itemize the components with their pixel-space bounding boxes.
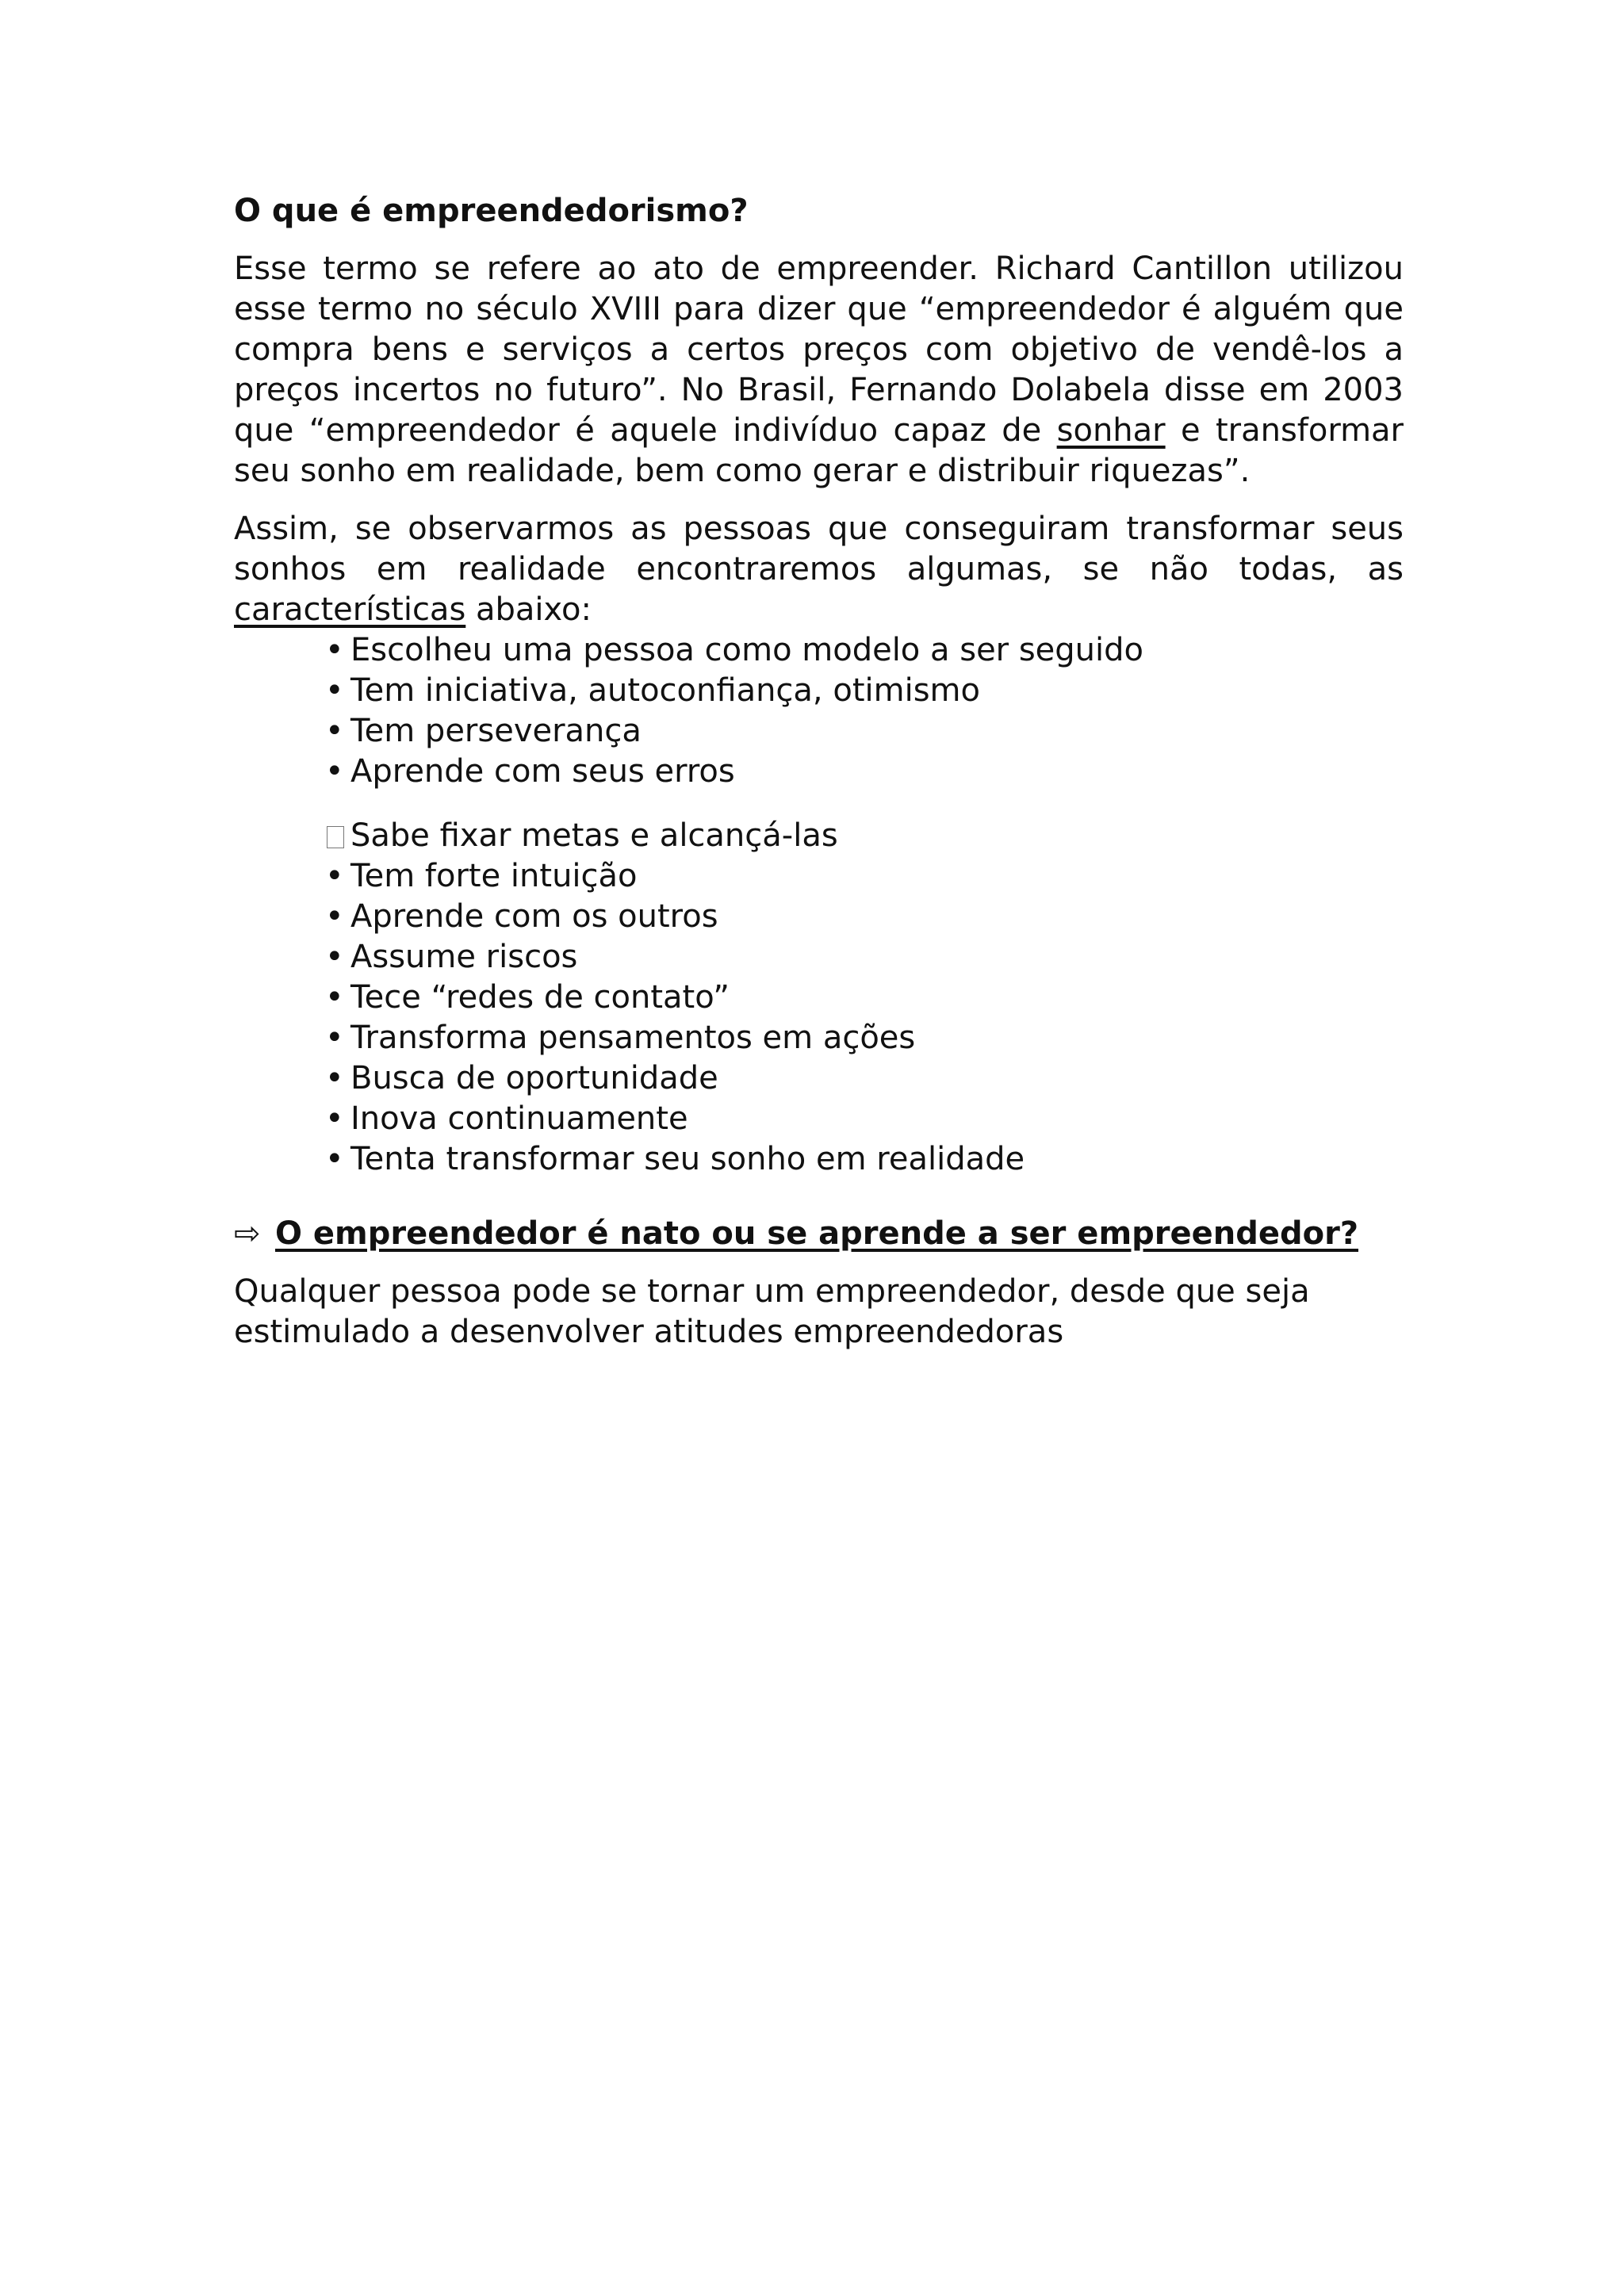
bullet-icon: •: [325, 753, 344, 790]
list-item-text: Aprende com os outros: [350, 898, 718, 935]
list-item: [325, 1139, 1404, 1180]
characteristics-list-b: [234, 816, 1404, 1180]
characteristics-text-end: abaixo:: [465, 591, 592, 628]
list-item-text: Tece “redes de contato”: [350, 979, 730, 1016]
list-item: [325, 630, 1404, 671]
bullet-icon: •: [325, 1141, 344, 1177]
list-item-text: Aprende com seus erros: [350, 753, 735, 790]
bullet-icon: •: [325, 1100, 344, 1137]
bullet-icon: •: [325, 1020, 344, 1056]
bullet-icon: •: [325, 672, 344, 709]
intro-text: Esse termo se refere ao ato de empreender. Richard Cantillon utilizou esse termo no século XVIII para dizer que “empreendedor é alguém que compra bens e serviços a certos preços com objetivo de vendê-los a preços incertos no futuro”. No Brasil, Fernando Dolabela disse em 2003 que “empreendedor é aquele indivíduo capaz de: [234, 251, 1404, 449]
list-item: [325, 816, 1404, 856]
list-item-text: Tem perseverança: [350, 713, 642, 749]
section-heading-text: O empreendedor é nato ou se aprende a ser empreendedor?: [275, 1215, 1359, 1252]
list-item-text: Sabe fixar metas e alcançá-las: [350, 817, 838, 854]
list-item: [325, 671, 1404, 711]
sonhar-link[interactable]: sonhar: [1056, 412, 1166, 449]
list-item: [325, 978, 1404, 1018]
section-heading: [234, 1213, 1404, 1254]
bullet-icon: •: [325, 632, 344, 668]
list-item: [325, 937, 1404, 978]
bullet-icon: •: [325, 979, 344, 1016]
list-item: [325, 856, 1404, 897]
list-item: [325, 1058, 1404, 1099]
missing-glyph-icon: [327, 826, 344, 848]
list-item: [325, 897, 1404, 937]
list-item: [325, 1099, 1404, 1139]
bullet-icon: •: [325, 898, 344, 935]
bullet-icon: •: [325, 713, 344, 749]
bullet-icon: •: [325, 858, 344, 894]
list-item: [325, 752, 1404, 792]
list-item-text: Assume riscos: [350, 939, 578, 975]
document-page: [234, 190, 1404, 1370]
list-item-text: Tem forte intuição: [350, 858, 638, 894]
characteristics-paragraph: [234, 509, 1404, 630]
intro-paragraph: [234, 249, 1404, 492]
characteristics-text: Assim, se observarmos as pessoas que conseguiram transformar seus sonhos em realidade encontraremos algumas, se não todas, as: [234, 511, 1404, 587]
list-item-text: Tem iniciativa, autoconfiança, otimismo: [350, 672, 980, 709]
bullet-icon: •: [325, 1060, 344, 1096]
list-item-text: Busca de oportunidade: [350, 1060, 718, 1096]
intro-text-end: e transformar seu sonho em realidade, bem como gerar e distribuir riquezas”.: [234, 412, 1404, 489]
list-item-text: Inova continuamente: [350, 1100, 688, 1137]
list-item: [325, 711, 1404, 752]
list-item-text: Transforma pensamentos em ações: [350, 1020, 916, 1056]
list-item-text: Tenta transformar seu sonho em realidade: [350, 1141, 1025, 1177]
arrow-right-icon: ⇨: [234, 1215, 261, 1252]
bullet-icon: •: [325, 939, 344, 975]
page-title: O que é empreendedorismo?: [234, 193, 749, 229]
conclusion-paragraph: Qualquer pessoa pode se tornar um empreendedor, desde que seja estimulado a desenvolver atitudes empreendedoras: [234, 1273, 1310, 1350]
list-item: [325, 1018, 1404, 1058]
list-spacer: [234, 792, 1404, 816]
caracteristicas-link[interactable]: características: [234, 591, 466, 628]
list-item-text: Escolheu uma pessoa como modelo a ser seguido: [350, 632, 1143, 668]
characteristics-list-a: [234, 630, 1404, 792]
